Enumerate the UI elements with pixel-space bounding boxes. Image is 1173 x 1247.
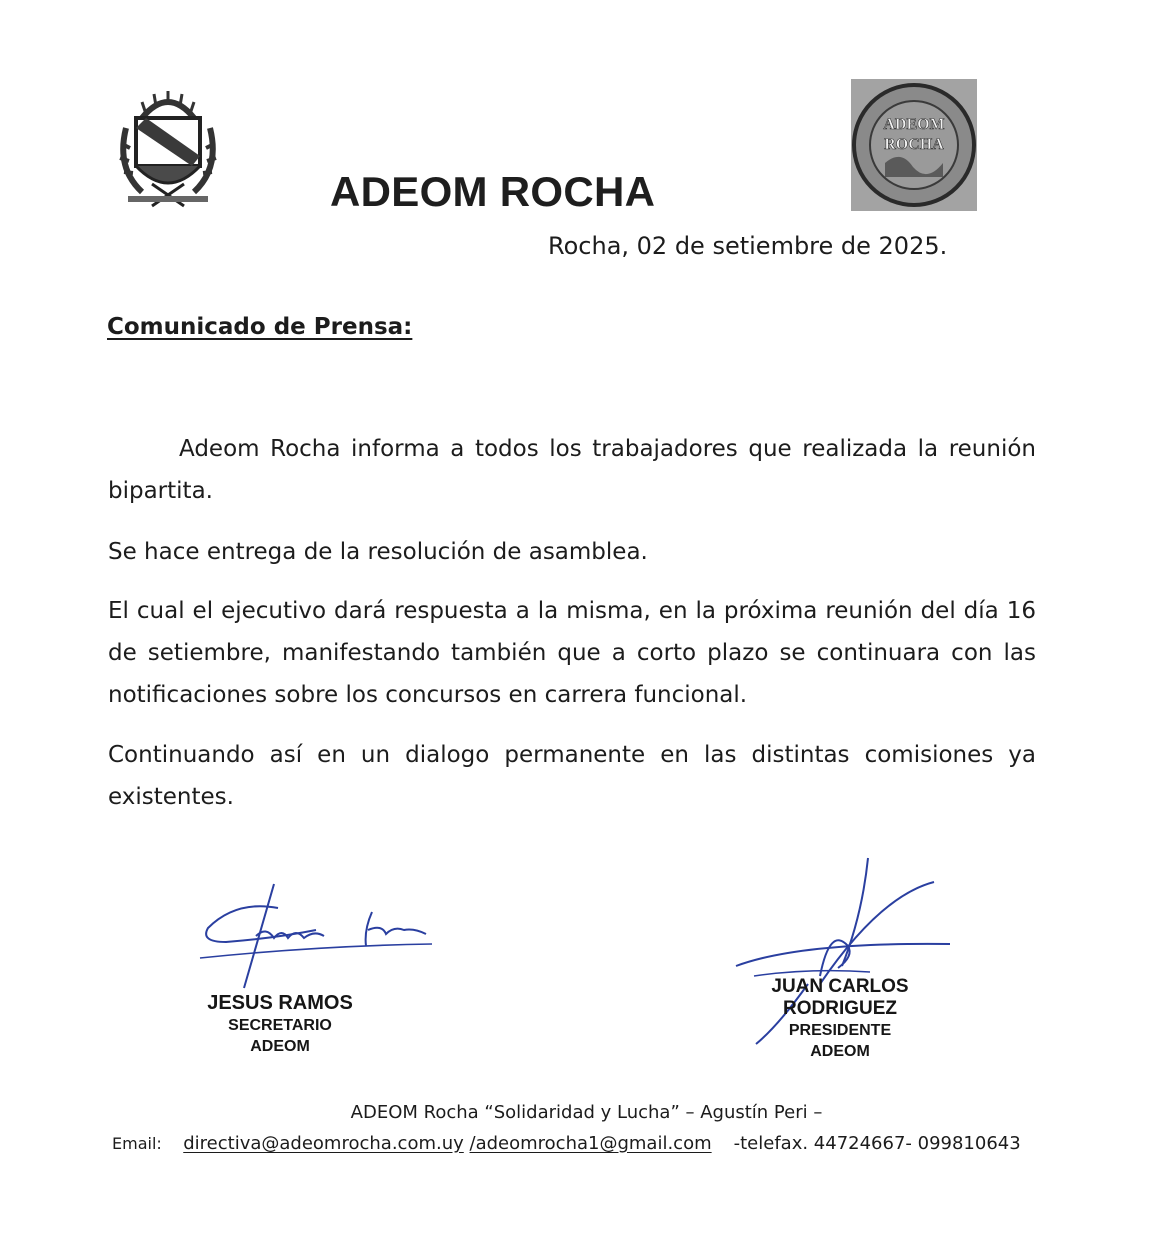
secretary-signature-block [190, 992, 370, 1057]
paragraph-3: El cual el ejecutivo dará respuesta a la misma, en la próxima reunión del día 16 de setiembre, manifestando también que a corto plazo se continuara con las notificaciones sobre los concursos en carrera funcional. [108, 598, 1036, 708]
president-name: JUAN CARLOS RODRIGUEZ [771, 976, 909, 1019]
secretary-org: ADEOM [250, 1038, 310, 1055]
footer-motto: ADEOM Rocha “Solidaridad y Lucha” – Agustín Peri – [350, 1102, 823, 1123]
president-org: ADEOM [810, 1043, 870, 1060]
document-date: Rocha, 02 de setiembre de 2025. [548, 232, 948, 260]
email-link-directiva[interactable]: directiva@adeomrocha.com.uy [183, 1133, 464, 1154]
email-label: Email: [112, 1134, 162, 1153]
footer-contact [112, 1133, 1021, 1154]
president-signature-block [720, 976, 960, 1062]
telefax-numbers: -telefax. 44724667- 099810643 [733, 1133, 1021, 1154]
adeom-seal-icon [851, 79, 977, 211]
secretary-role: SECRETARIO [228, 1017, 332, 1034]
press-release-heading: Comunicado de Prensa: [107, 314, 413, 340]
coat-of-arms-icon [112, 88, 224, 214]
email-link-gmail[interactable]: /adeomrocha1@gmail.com [469, 1133, 712, 1154]
president-role: PRESIDENTE [788, 1022, 892, 1039]
seal-text-bottom: ROCHA [884, 136, 944, 153]
paragraph-1: Adeom Rocha informa a todos los trabajadores que realizada la reunión bipartita. [108, 436, 1036, 504]
seal-text-top: ADEOM [883, 116, 945, 133]
paragraph-2: Se hace entrega de la resolución de asamblea. [108, 539, 648, 565]
organization-title: ADEOM ROCHA [330, 168, 656, 215]
secretary-name: JESUS RAMOS [207, 992, 353, 1014]
paragraph-4: Continuando así en un dialogo permanente en las distintas comisiones ya existentes. [108, 742, 1036, 810]
secretary-signature [196, 880, 436, 990]
